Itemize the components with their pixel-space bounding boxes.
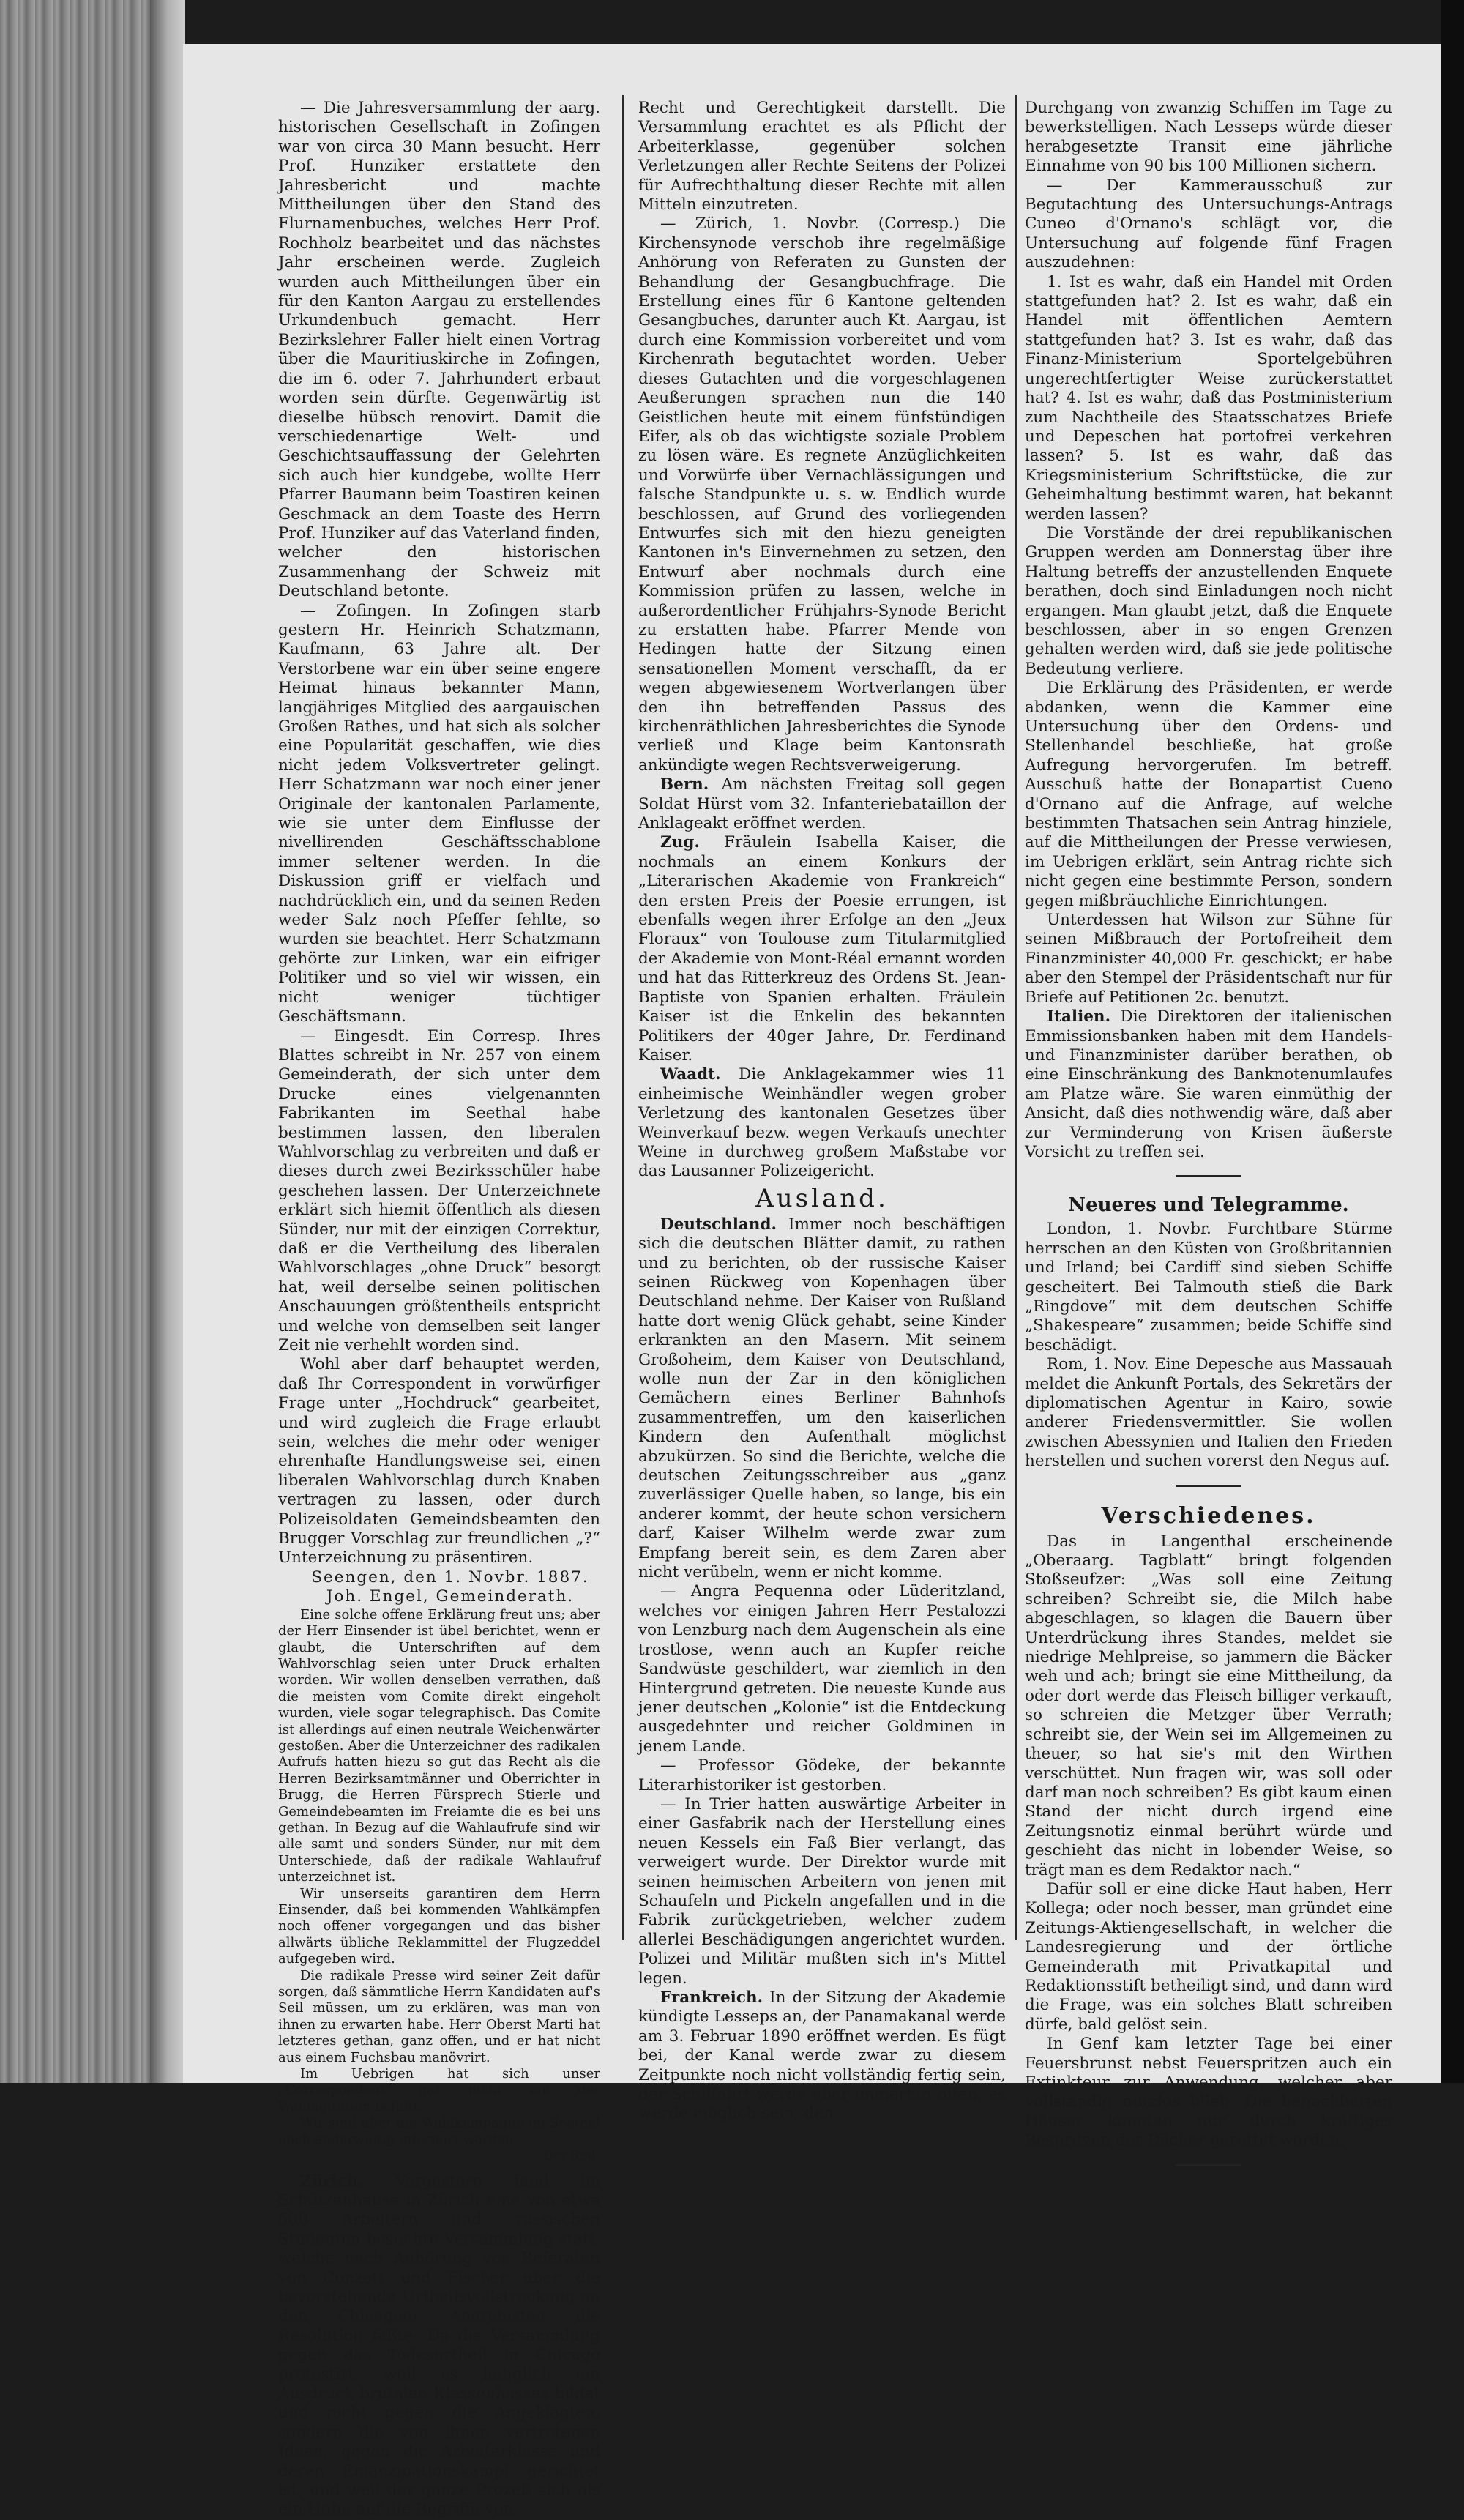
article-oberaargauer: Das in Langenthal erscheinende „Oberaarg. Tagblatt“ bringt folgenden Stoßseufzer: „Was soll eine Zeitung schreiben? Schreibt sie, die Milch habe abgeschlagen, so klagen die Bauern über Unterdrückung ihres Standes, meldet sie niedrige Mehlpreise, so jammern die Bäcker weh und ach; bringt sie eine Mittheilung, da oder dort werde das Fleisch billiger verkauft, so schreien die Metzger über Verrath; schreibt sie, der Wein sei im Allgemeinen zu theuer, so hat sie's mit den Wirthen verschüttet. Nun fragen wir, was soll oder darf man noch schreiben? Es gibt kaum einen Stand der nicht durch irgend eine Zeitungsnotiz einmal berührt würde und geschieht das nicht in lobender Weise, so trägt man es dem Redaktor nach.“ xyxy=(1025,1532,1392,1879)
article-erklaerung: Die Erklärung des Präsidenten, er werde abdanken, wenn die Kammer eine Untersuchung über den Ordens- und Stellenhandel beschließe, hat große Aufregung hervorgerufen. Im betreff. Ausschuß hatte der Bonapartist Cueno d'Ornano auf die Anfrage, auf welche bestimmten Thatsachen sein Antrag hinziele, auf die Mittheilungen der Presse verwiesen, im Uebrigen erklärt, sein Antrag richte sich nicht gegen eine bestimmte Person, sondern gegen mißbräuchliche Einrichtungen. xyxy=(1025,679,1392,910)
article-frankreich xyxy=(638,1988,1006,2124)
article-frankreich-text: In der Sitzung der Akademie kündigte Lesseps an, der Panamakanal werde am 3. Februar 1890 eröffnet werden. Es fügt bei, der Kanal werde zwar zu diesem Zeitpunkte noch nicht vollständig fertig sein, der Schiffahrt werde aber immerhin offen, es werde möglich sein, den xyxy=(638,1988,1006,2123)
column-2 xyxy=(638,99,1006,2123)
column-3 xyxy=(1025,99,1392,2150)
column-rule-2 xyxy=(1015,95,1017,1940)
page-gutter xyxy=(150,0,185,2083)
dateline-bern: Bern. xyxy=(660,775,709,794)
article-zuerich-text: Vorgestern fand im Schützenhause in Zürich eine von etwa 500 Arbeitern und russischen Studenten besuchte Versammlung statt, welche nach Anhörung von Referaten von Conzett und Fischer über die bevorstehende Urtheilsvollstreckung an den Chicagoer Anarchisten die Resolution faßte: Da die Versammlung gegen das Todesurtheil in Chicago protestirt, weil es lediglich ein Ausdruck brutalen Klassenhasses bildet und nicht gegen die Angeklagten, sondern die von ihnen vertretenen Ideen, gegen die Arbeiterklasse und deren Emanzipationskampf gerichtet ist, und weil der ganze Prozeß sich als ein Hohn auf die Begriffe von xyxy=(278,2172,600,2519)
dateline-italien: Italien. xyxy=(1047,1007,1111,1026)
editor-note-2: Wir unserseits garantiren dem Herrn Einsender, daß bei kommenden Wahlkämpfen noch offener vorgegangen und das bisher allwärts übliche Reklammittel der Flugzeddel aufgegeben wird. xyxy=(278,1885,600,1967)
column-1 xyxy=(278,99,600,2519)
section-heading-ausland: Ausland. xyxy=(755,1183,889,1213)
editor-note-5: Wir sind über die Wahlkampagne im Seethal noch anderweitig informirt worden. xyxy=(278,2115,600,2147)
article-bern xyxy=(638,775,1006,833)
signature-name: Joh. Engel, Gemeinderath. xyxy=(326,1587,575,1606)
article-genf: In Genf kam letzter Tage bei einer Feuersbrunst nebst Feuerspritzen auch ein Extinkteur zur Anwendung, welcher aber vollständig nutzlos blieb. Die benachbarten Häuser konnten nur durch kräftiges Bespritzen der Dächer gerettet werden. xyxy=(1025,2035,1392,2150)
section-heading-verschiedenes: Verschiedenes. xyxy=(1101,1502,1316,1529)
column-rule-1 xyxy=(622,95,624,1940)
article-eingesandt: — Eingesdt. Ein Corresp. Ihres Blattes schreibt in Nr. 257 von einem Gemeinderath, der sich unter dem Drucke eines vielgenannten Fabrikanten im Seethal habe bestimmen lassen, den liberalen Wahlvorschlag zu verbreiten und daß er dieses durch zwei Bezirksschüler habe geschehen lassen. Der Unterzeichnete erklärt sich hiemit öffentlich als diesen Sünder, nur mit der einzigen Correktur, daß er die Vertheilung des liberalen Wahlvorschlages „ohne Druck“ besorgt hat, weil derselbe seinen politischen Anschauungen größtentheils entspricht und welche von demselben seit langer Zeit nie verhehlt worden sind. xyxy=(278,1026,600,1354)
article-deutschland xyxy=(638,1215,1006,1583)
telegram-london: London, 1. Novbr. Furchtbare Stürme herrschen an den Küsten von Großbritannien und Irland; bei Cardiff sind sieben Schiffe gescheitert. Bei Talmouth stieß die Bark „Ringdove“ mit dem deutschen Schiffe „Shakespeare“ zusammen; beide Schiffe sind beschädigt. xyxy=(1025,1220,1392,1354)
dateline-waadt: Waadt. xyxy=(660,1065,721,1084)
article-historische-gesellschaft: — Die Jahresversammlung der aarg. historischen Gesellschaft in Zofingen war von circa 30 Mann besucht. Herr Prof. Hunziker erstattete den Jahresbericht und machte Mittheilungen über den Stand des Flurnamenbuches, welches Herr Prof. Rochholz bearbeitet und das nächstes Jahr erscheinen werde. Zugleich wurden auch Mittheilungen über ein für den Kanton Aargau zu erstellendes Urkundenbuch gemacht. Herr Bezirkslehrer Faller hielt einen Vortrag über die Mauritiuskirche in Zofingen, die im 6. oder 7. Jahrhundert erbaut worden sein dürfte. Gegenwärtig ist dieselbe hübsch renovirt. Damit die verschiedenartige Welt- und Geschichtsauffassung der Gelehrten sich auch hier kundgebe, wollte Herr Pfarrer Baumann beim Toastiren keinen Geschmack an dem Toaste des Herrn Prof. Hunziker auf das Vaterland finden, welcher den historischen Zusammenhang der Schweiz mit Deutschland betonte. xyxy=(278,99,600,601)
article-fragen: 1. Ist es wahr, daß ein Handel mit Orden stattgefunden hat? 2. Ist es wahr, daß ein Handel mit öffentlichen Aemtern stattgefunden hat? 3. Ist es wahr, daß das Finanz-Ministerium Sportelgebühren ungerechtfertigter Weise zurückerstattet hat? 4. Ist es wahr, daß das Postministerium zum Nachtheile des Staatsschatzes Briefe und Depeschen hat portofrei verkehren lassen? 5. Ist es wahr, daß das Kriegsministerium Schriftstücke, die zur Geheimhaltung bestimmt waren, hat bekannt werden lassen? xyxy=(1025,272,1392,523)
article-waadt xyxy=(638,1065,1006,1181)
article-kollega: Dafür soll er eine dicke Haut haben, Herr Kollega; oder noch besser, man gründet eine Zeitungs-Aktiengesellschaft, in welcher die Landesregierung und der örtliche Gemeinderath mit Privatkapital und Redaktionsstift betheiligt sind, und dann wird die Frage, was ein solches Blatt schreiben dürfe, bald gelöst sein. xyxy=(1025,1879,1392,2034)
dateline-zuerich: Zürich. xyxy=(300,2172,365,2191)
article-italien xyxy=(1025,1007,1392,1162)
article-kammerausschuss: — Der Kammerausschuß zur Begutachtung des Untersuchungs-Antrags Cuneo d'Ornano's schlägt vor, die Untersuchung auf folgende fünf Fragen auszudehnen: xyxy=(1025,176,1392,272)
dateline-frankreich: Frankreich. xyxy=(660,1988,763,2007)
dateline-zug: Zug. xyxy=(660,833,700,852)
signature-place-date: Seengen, den 1. Novbr. 1887. xyxy=(311,1567,589,1587)
editor-note-3: Die radikale Presse wird seiner Zeit dafür sorgen, daß sämmtliche Herrn Kandidaten auf's Seil müssen, um zu erklären, was man von ihnen zu erwarten habe. Herr Oberst Marti hat letzteres gethan, ganz offen, und er hat nicht aus einem Fuchsbau manövrirt. xyxy=(278,1967,600,2065)
section-heading-neueres: Neueres und Telegramme. xyxy=(1068,1194,1349,1217)
article-zuerich-cont: Recht und Gerechtigkeit darstellt. Die Versammlung erachtet es als Pflicht der Arbeiterklasse, gegenüber solchen Verletzungen aller Rechte Seitens der Polizei für Aufrechthaltung dieser Rechte mit allen Mitteln einzutreten. xyxy=(638,99,1006,215)
article-zofingen: — Zofingen. In Zofingen starb gestern Hr. Heinrich Schatzmann, Kaufmann, 63 Jahre alt. Der Verstorbene war ein über seine engere Heimat hinaus bekannter Mann, langjähriges Mitglied des aargauischen Großen Rathes, und hat sich als solcher eine Popularität geschaffen, wie dies nicht jedem Volksvertreter gelingt. Herr Schatzmann war noch einer jener Originale der kantonalen Parlamente, wie sie unter dem Einflusse der nivellirenden Geschäftsschablone immer seltener werden. In die Diskussion griff er vielfach und nachdrücklich ein, und da seinen Reden weder Salz noch Pfeffer fehlte, so wurden sie beachtet. Herr Schatzmann gehörte zur Linken, war ein eifriger Politiker und so viel wir wissen, ein nicht weniger tüchtiger Geschäftsmann. xyxy=(278,601,600,1026)
article-wilson: Unterdessen hat Wilson zur Sühne für seinen Mißbrauch der Portofreiheit dem Finanzminister 40,000 Fr. geschickt; er habe aber den Stempel der Präsidentschaft nur für Briefe auf Petitionen 2c. benutzt. xyxy=(1025,911,1392,1007)
article-italien-text: Die Direktoren der italienischen Emmissionsbanken haben mit dem Handels- und Finanzminister darüber berathen, ob eine Einschränkung des Banknotenumlaufes am Platze wäre. Sie waren einmüthig der Ansicht, daß dies nothwendig wäre, daß aber zur Verminderung von Krisen äußerste Vorsicht zu treffen sei. xyxy=(1025,1007,1392,1161)
editor-note-4: Im Uebrigen hat sich unser „Correspondent“ gar nicht mit der Wahlagitation befaßt. xyxy=(278,2066,600,2114)
article-goedeke: — Professor Gödeke, der bekannte Literarhistoriker ist gestorben. xyxy=(638,1756,1006,1794)
article-trier: — In Trier hatten auswärtige Arbeiter in einer Gasfabrik nach der Herstellung eines neuen Kessels ein Faß Bier verlangt, das verweigert wurde. Der Direktor wurde mit seinen heimischen Arbeitern von jenen mit Schaufeln und Pickeln angefallen und in die Fabrik zurückgetrieben, welcher zudem allerlei Beschädigungen angerichtet wurden. Polizei und Militär mußten sich in's Mittel legen. xyxy=(638,1794,1006,1988)
article-kirchensynode: — Zürich, 1. Novbr. (Corresp.) Die Kirchensynode verschob ihre regelmäßige Anhörung von Referaten zu Gunsten der Behandlung der Gesangbuchfrage. Die Erstellung eines für 6 Kantone geltenden Gesangbuches, darunter auch Kt. Aargau, ist durch eine Kommission vorbereitet und vom Kirchenrath begutachtet worden. Ueber dieses Gutachten und die vorgeschlagenen Aeußerungen sprachen nun die 140 Geistlichen heute mit einem fünfstündigen Eifer, als ob das wichtigste soziale Problem zu lösen wäre. Es regnete Anzüglichkeiten und Vorwürfe über Vernachlässigungen und falsche Standpunkte u. s. w. Endlich wurde beschlossen, auf Grund des vorliegenden Entwurfes sich mit den hiezu geneigten Kantonen in's Einvernehmen zu setzen, den Entwurf aber nochmals durch eine Kommission prüfen zu lassen, welche in außerordentlicher Frühjahrs-Synode Bericht zu erstatten habe. Pfarrer Mende von Hedingen hatte der Sitzung einen sensationellen Moment verschafft, da er wegen abgewiesenem Wortverlangen über den ihn betreffenden Passus des kirchenräthlichen Jahresberichtes die Synode verließ und Klage beim Kantonsrath ankündigte wegen Rechtsverweigerung. xyxy=(638,215,1006,775)
separator-rule-1 xyxy=(1176,1175,1241,1177)
article-zug xyxy=(638,833,1006,1065)
editor-note-signature: Die Red. xyxy=(542,2148,600,2164)
separator-rule-2 xyxy=(1176,1485,1241,1487)
article-bern-text: Am nächsten Freitag soll gegen Soldat Hürst vom 32. Infanteriebataillon der Anklageakt eröffnet werden. xyxy=(638,775,1006,833)
article-deutschland-text: Immer noch beschäftigen sich die deutschen Blätter damit, zu rathen und zu berichten, ob der russische Kaiser seinen Rückweg von Kopenhagen über Deutschland nehme. Der Kaiser von Rußland hatte dort wenig Glück gehabt, seine Kinder erkrankten an den Masern. Mit seinem Großoheim, dem Kaiser von Deutschland, wolle nun der Zar in den königlichen Gemächern eines Berliner Bahnhofs zusammentreffen, um den kaiserlichen Kindern den Aufenthalt möglichst abzukürzen. So sind die Berichte, welche die deutschen Zeitungsschreiber aus „ganz zuverlässiger Quelle haben, so lange, bis ein anderer kommt, der heute schon versichern darf, Kaiser Wilhelm werde zwar zum Empfang bereit sein, es dem Zaren aber nicht verübeln, wenn er nicht komme. xyxy=(638,1215,1006,1582)
article-angra-pequenna: — Angra Pequenna oder Lüderitzland, welches vor einigen Jahren Herr Pestalozzi von Lenzburg nach dem Augenschein als eine trostlose, wenn auch an Kupfer reiche Sandwüste geschildert, war ziemlich in den Hintergrund getreten. Die neueste Kunde aus jener deutschen „Kolonie“ ist die Entdeckung ausgedehnter und reicher Goldminen in jenem Lande. xyxy=(638,1582,1006,1756)
separator-rule-3 xyxy=(1176,2164,1241,2166)
article-frankreich-cont: Durchgang von zwanzig Schiffen im Tage zu bewerkstelligen. Nach Lesseps würde dieser herabgesetzte Transit eine jährliche Einnahme von 90 bis 100 Millionen sichern. xyxy=(1025,99,1392,176)
article-zug-text: Fräulein Isabella Kaiser, die nochmals an einem Konkurs der „Literarischen Akademie von Frankreich“ den ersten Preis der Poesie errungen, ist ebenfalls wegen ihrer Erfolge an den „Jeux Floraux“ von Toulouse zum Titularmitglied der Akademie von Mont-Réal ernannt worden und hat das Ritterkreuz des Ordens St. Jean-Baptiste von Spanien erhalten. Fräulein Kaiser ist die Enkelin des bekannten Politikers der 40ger Jahre, Dr. Ferdinand Kaiser. xyxy=(638,833,1006,1065)
article-eingesandt-cont: Wohl aber darf behauptet werden, daß Ihr Correspondent in vorwürfiger Frage unter „Hochdruck“ gearbeitet, und wird zugleich die Frage erlaubt sein, welches die mehr oder weniger ehrenhafte Handlungsweise sei, einen liberalen Wahlvorschlag durch Knaben vertragen zu lassen, oder durch Polizeisoldaten Gemeindsbeamten den Brugger Vorschlag zur freundlichen „?“ Unterzeichnung zu präsentiren. xyxy=(278,1355,600,1567)
article-waadt-text: Die Anklagekammer wies 11 einheimische Weinhändler wegen grober Verletzung des kantonalen Gesetzes über Weinverkauf bezw. wegen Verkaufs unechter Weine in durchweg großem Maßstabe vor das Lausanner Polizeigericht. xyxy=(638,1065,1006,1181)
dateline-deutschland: Deutschland. xyxy=(660,1215,777,1234)
article-vorstaende: Die Vorstände der drei republikanischen Gruppen werden am Donnerstag über ihre Haltung betreffs der anzustellenden Enquete berathen, doch sind Einladungen noch nicht ergangen. Man glaubt jetzt, daß die Enquete beschlossen, aber in so engen Grenzen gehalten werden wird, daß sie jede politische Bedeutung verliere. xyxy=(1025,523,1392,678)
scan-border xyxy=(1441,0,1464,2083)
telegram-rom: Rom, 1. Nov. Eine Depesche aus Massauah meldet die Ankunft Portals, des Sekretärs der diplomatischen Agentur in Kairo, sowie anderer Friedensvermittler. Sie wollen zwischen Abessynien und Italien den Frieden herstellen und suchen vorerst den Negus auf. xyxy=(1025,1355,1392,1471)
editor-note-1: Eine solche offene Erklärung freut uns; aber der Herr Einsender ist übel berichtet, wenn er glaubt, die Unterschriften auf dem Wahlvorschlag seien unter Druck erhalten worden. Wir wollen denselben verrathen, daß die meisten vom Comite direkt eingeholt wurden, viele sogar telegraphisch. Das Comite ist allerdings auf einen neutrale Weichenwärter gestoßen. Aber die Unterzeichner des radikalen Aufrufs hatten hiezu so gut das Recht als die Herren Bezirksamtmänner und Oberrichter in Brugg, die Herren Fürsprech Stierle und Gemeindebeamten im Freiamte die es bei uns gethan. In Bezug auf die Wahlaufrufe sind wir alle samt und sonders Sünder, nur mit dem Unterschiede, daß der radikale Wahlaufruf unterzeichnet ist. xyxy=(278,1606,600,1885)
article-zuerich xyxy=(278,2172,600,2520)
